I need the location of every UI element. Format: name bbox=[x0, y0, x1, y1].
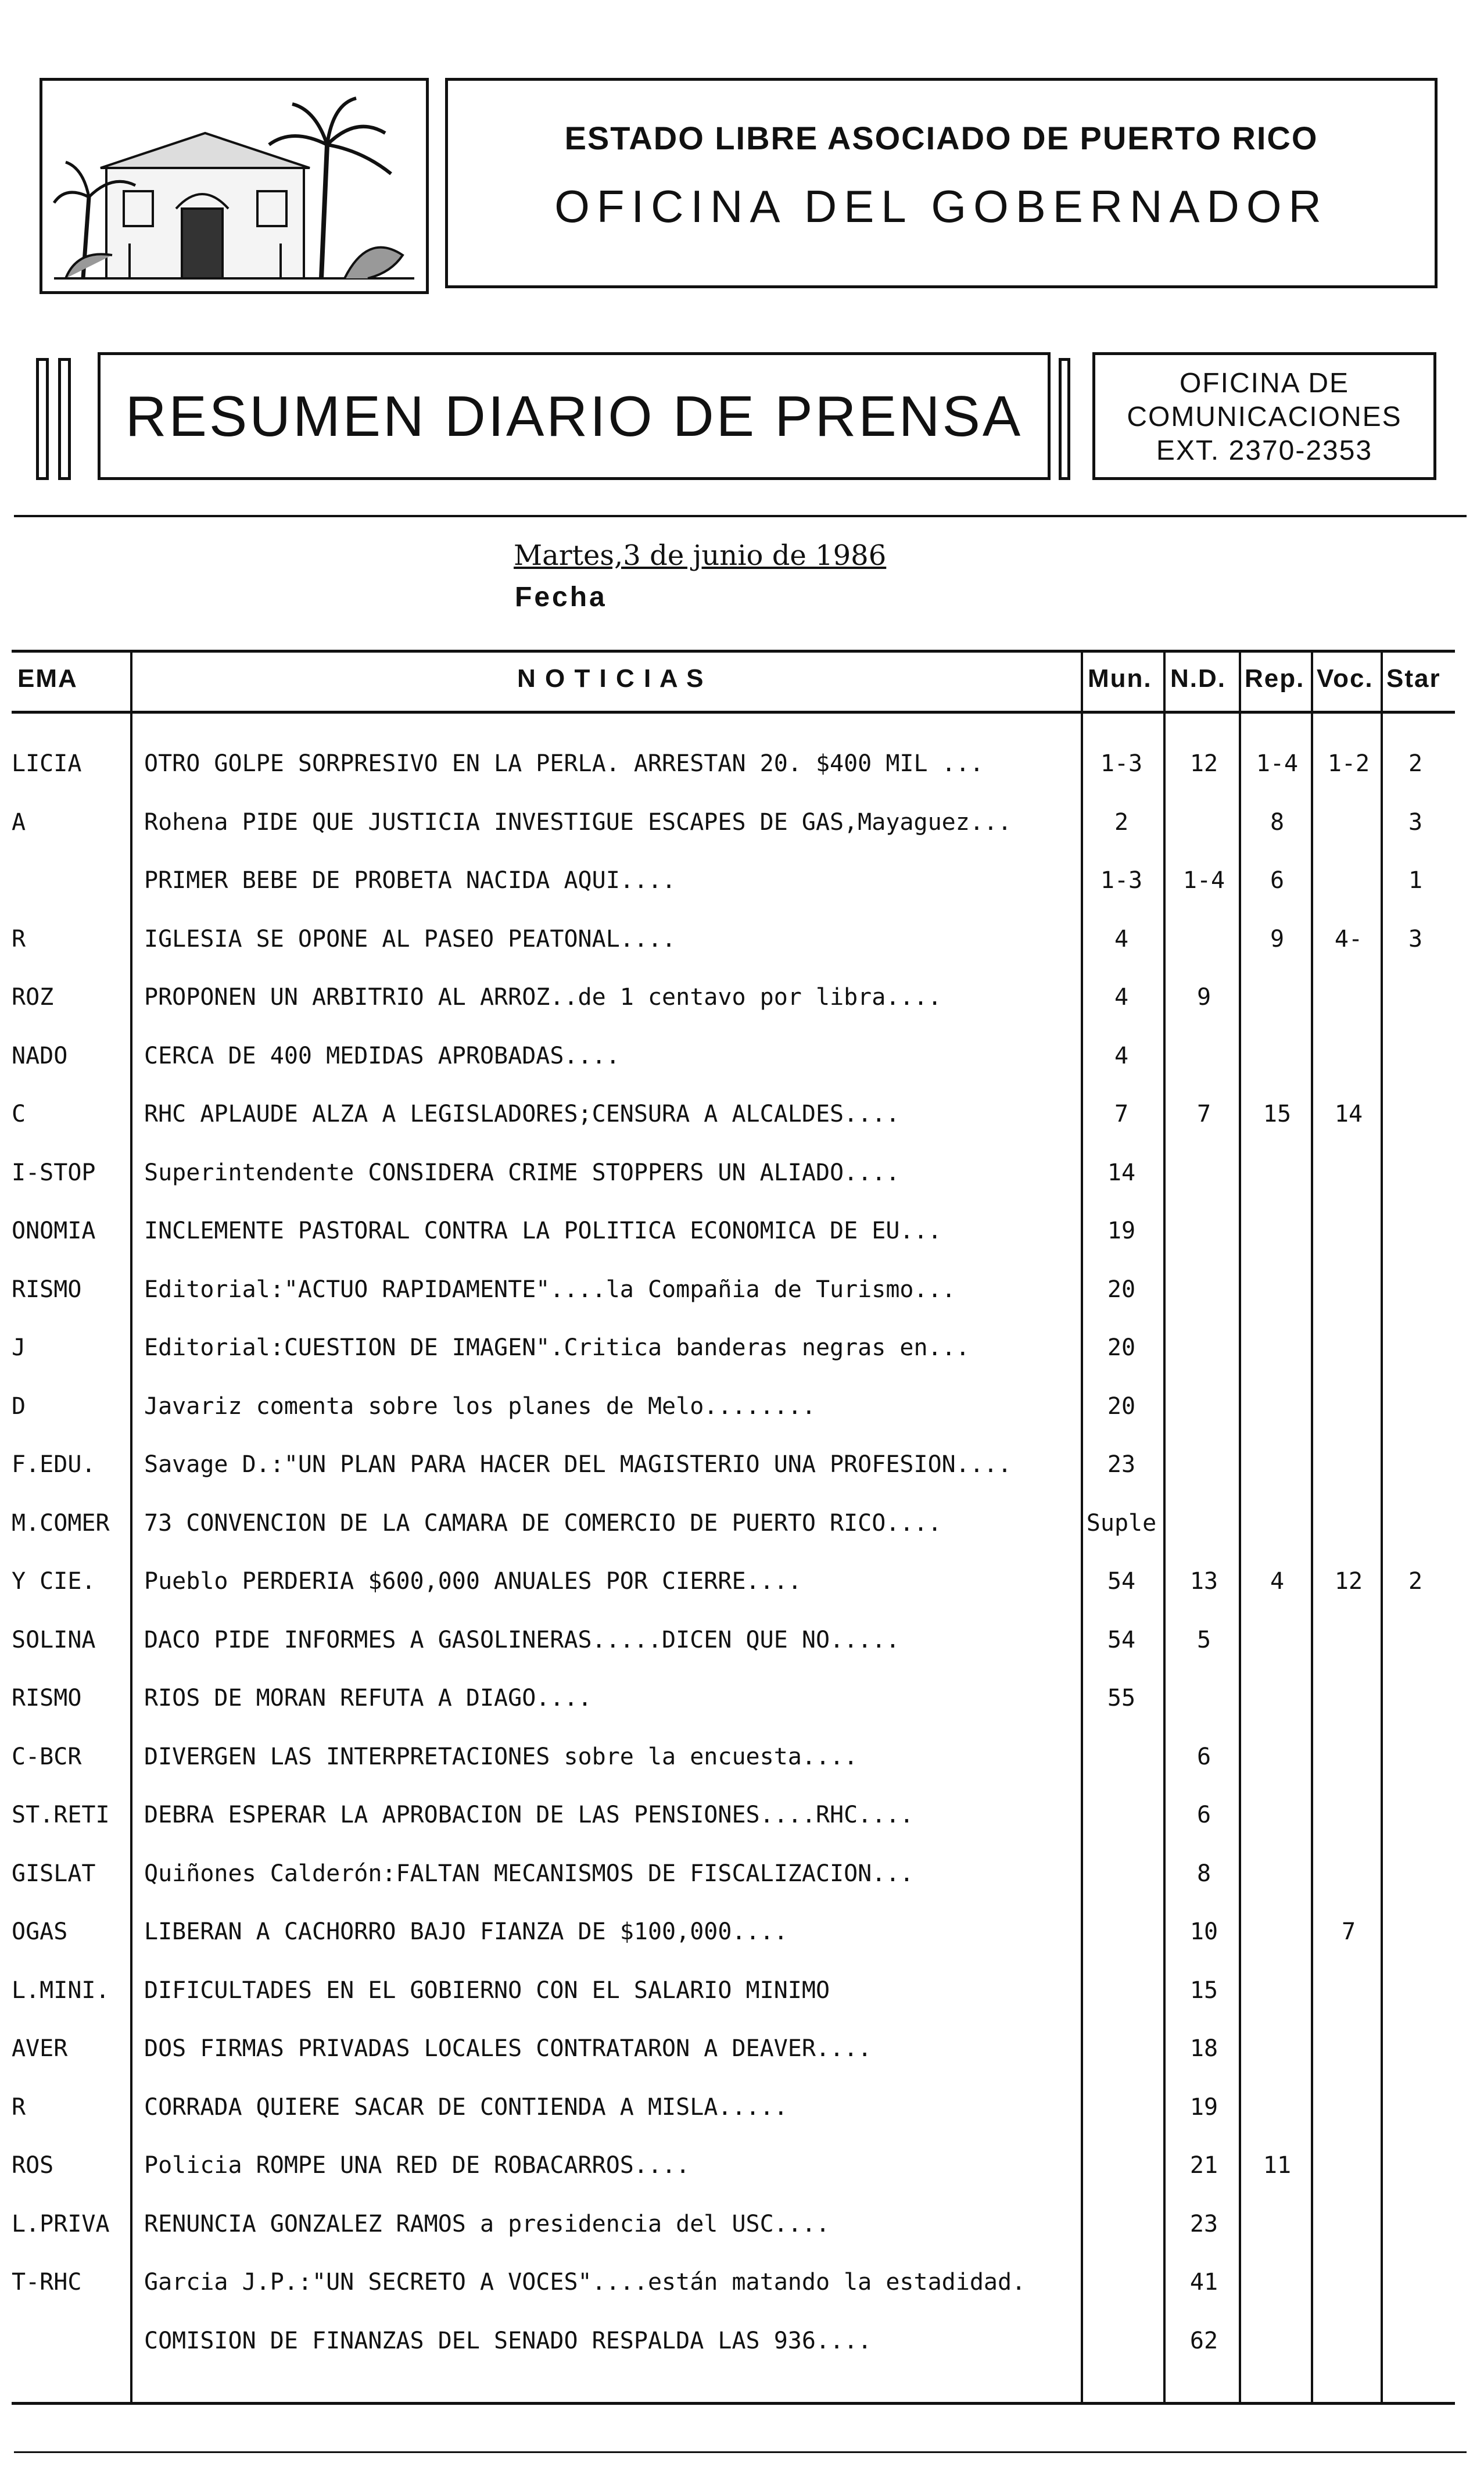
cell-nd: 21 bbox=[1189, 2152, 1218, 2179]
cell-tema: ONOMIA bbox=[12, 1218, 96, 1244]
table-row bbox=[12, 1318, 1455, 1376]
cell-rep: 4 bbox=[1270, 1568, 1285, 1595]
cell-nd: 13 bbox=[1189, 1568, 1218, 1595]
cell-news: PROPONEN UN ARBITRIO AL ARROZ..de 1 centavo por libra.... bbox=[144, 984, 942, 1011]
table-row bbox=[12, 968, 1455, 1026]
cell-tema: J bbox=[12, 1334, 26, 1361]
table-row bbox=[12, 1026, 1455, 1084]
table-row bbox=[12, 1494, 1455, 1552]
cell-news: OTRO GOLPE SORPRESIVO EN LA PERLA. ARRESTAN 20. $400 MIL ... bbox=[144, 750, 984, 777]
table-row bbox=[12, 2311, 1455, 2369]
cell-mun: 20 bbox=[1107, 1392, 1136, 1420]
table-row bbox=[12, 1084, 1455, 1143]
cell-mun: 2 bbox=[1114, 808, 1129, 836]
date-value: Martes,3 de junio de 1986 bbox=[514, 539, 887, 572]
cell-news: IGLESIA SE OPONE AL PASEO PEATONAL.... bbox=[144, 925, 676, 953]
cell-tema: NADO bbox=[12, 1042, 68, 1069]
cell-news: DEBRA ESPERAR LA APROBACION DE LAS PENSIONES....RHC.... bbox=[144, 1802, 914, 1828]
cell-news: CERCA DE 400 MEDIDAS APROBADAS.... bbox=[144, 1042, 620, 1069]
cell-news: LIBERAN A CACHORRO BAJO FIANZA DE $100,000.... bbox=[144, 1918, 788, 1945]
cell-nd: 5 bbox=[1196, 1626, 1211, 1653]
cell-mun: 1-3 bbox=[1100, 867, 1143, 894]
press-summary-table bbox=[12, 650, 1455, 2405]
cell-nd: 10 bbox=[1189, 1918, 1218, 1945]
cell-tema: C bbox=[12, 1101, 26, 1127]
cell-nd: 7 bbox=[1196, 1101, 1211, 1127]
cell-news: Editorial:"ACTUO RAPIDAMENTE"....la Compañia de Turismo... bbox=[144, 1276, 956, 1303]
table-row bbox=[12, 1377, 1455, 1435]
table-row bbox=[12, 851, 1455, 909]
cell-mun: 4 bbox=[1114, 925, 1129, 953]
cell-tema: C-BCR bbox=[12, 1743, 82, 1770]
cell-news: Garcia J.P.:"UN SECRETO A VOCES"....están matando la estadidad. bbox=[144, 2269, 1026, 2296]
cell-mun: Suple bbox=[1086, 1509, 1157, 1537]
cell-nd: 6 bbox=[1196, 1743, 1211, 1770]
header-noticias: N O T I C I A S bbox=[517, 664, 705, 693]
cell-news: PRIMER BEBE DE PROBETA NACIDA AQUI.... bbox=[144, 867, 676, 894]
cell-tema: GISLAT bbox=[12, 1860, 96, 1887]
cell-voc: 4- bbox=[1334, 925, 1363, 953]
header-voc: Voc. bbox=[1317, 664, 1374, 693]
cell-news: Pueblo PERDERIA $600,000 ANUALES POR CIERRE.... bbox=[144, 1568, 802, 1595]
cell-rep: 8 bbox=[1270, 808, 1285, 836]
cell-tema: SOLINA bbox=[12, 1626, 96, 1653]
table-row bbox=[12, 2078, 1455, 2136]
cell-news: INCLEMENTE PASTORAL CONTRA LA POLITICA ECONOMICA DE EU... bbox=[144, 1218, 942, 1244]
cell-tema: A bbox=[12, 808, 26, 836]
cell-mun: 55 bbox=[1107, 1685, 1136, 1711]
decorative-bar bbox=[36, 358, 49, 480]
cell-voc: 7 bbox=[1341, 1918, 1356, 1945]
office-extension: EXT. 2370-2353 bbox=[1156, 435, 1373, 466]
cell-mun: 54 bbox=[1107, 1568, 1136, 1595]
cell-news: 73 CONVENCION DE LA CAMARA DE COMERCIO DE PUERTO RICO.... bbox=[144, 1509, 942, 1537]
header-rule bbox=[12, 711, 1455, 714]
cell-mun: 4 bbox=[1114, 1042, 1129, 1069]
table-row bbox=[12, 910, 1455, 968]
cell-tema: D bbox=[12, 1392, 26, 1420]
table-row bbox=[12, 1260, 1455, 1318]
cell-news: CORRADA QUIERE SACAR DE CONTIENDA A MISLA..... bbox=[144, 2093, 788, 2121]
date-label: Fecha bbox=[515, 582, 607, 613]
cell-news: Quiñones Calderón:FALTAN MECANISMOS DE FISCALIZACION... bbox=[144, 1860, 914, 1887]
cell-mun: 20 bbox=[1107, 1334, 1136, 1361]
cell-news: DIVERGEN LAS INTERPRETACIONES sobre la encuesta.... bbox=[144, 1743, 858, 1770]
cell-tema: R bbox=[12, 2093, 26, 2121]
governor-mansion-illustration bbox=[42, 81, 426, 291]
table-row bbox=[12, 734, 1455, 792]
table-row bbox=[12, 1727, 1455, 1785]
cell-mun: 23 bbox=[1107, 1451, 1136, 1478]
divider bbox=[14, 515, 1467, 517]
cell-tema: RISMO bbox=[12, 1276, 82, 1303]
banner-title: RESUMEN DIARIO DE PRENSA bbox=[125, 384, 1023, 448]
cell-nd: 41 bbox=[1189, 2269, 1218, 2296]
cell-rep: 11 bbox=[1263, 2152, 1292, 2179]
cell-news: Javariz comenta sobre los planes de Melo........ bbox=[144, 1392, 816, 1420]
cell-mun: 1-3 bbox=[1100, 750, 1143, 777]
cell-news: DIFICULTADES EN EL GOBIERNO CON EL SALARIO MINIMO bbox=[144, 1977, 830, 2004]
cell-news: RENUNCIA GONZALEZ RAMOS a presidencia del USC.... bbox=[144, 2210, 830, 2237]
table-row bbox=[12, 1902, 1455, 1960]
table-row bbox=[12, 2136, 1455, 2194]
table-row bbox=[12, 2253, 1455, 2311]
cell-mun: 14 bbox=[1107, 1159, 1136, 1186]
cell-tema: RISMO bbox=[12, 1685, 82, 1711]
header-rep: Rep. bbox=[1245, 664, 1305, 693]
table-row bbox=[12, 1435, 1455, 1493]
header-star: Star bbox=[1386, 664, 1441, 693]
table-row bbox=[12, 1961, 1455, 2019]
cell-mun: 4 bbox=[1114, 984, 1129, 1011]
cell-nd: 9 bbox=[1196, 984, 1211, 1011]
office-line1: OFICINA DE bbox=[1179, 368, 1350, 399]
table-row bbox=[12, 1143, 1455, 1201]
cell-tema: ST.RETI bbox=[12, 1802, 110, 1828]
cell-star: 2 bbox=[1408, 1568, 1423, 1595]
table-row bbox=[12, 793, 1455, 851]
cell-tema: LICIA bbox=[12, 750, 82, 777]
cell-tema: AVER bbox=[12, 2035, 68, 2062]
cell-tema: L.MINI. bbox=[12, 1977, 110, 2004]
header-nd: N.D. bbox=[1170, 664, 1226, 693]
cell-news: RIOS DE MORAN REFUTA A DIAGO.... bbox=[144, 1685, 592, 1711]
cell-news: RHC APLAUDE ALZA A LEGISLADORES;CENSURA A ALCALDES.... bbox=[144, 1101, 900, 1127]
communications-office-box bbox=[1092, 352, 1436, 480]
decorative-bar bbox=[58, 358, 71, 480]
cell-tema: M.COMER bbox=[12, 1509, 110, 1537]
logo-frame bbox=[40, 78, 429, 294]
cell-news: Policia ROMPE UNA RED DE ROBACARROS.... bbox=[144, 2152, 690, 2179]
table-row bbox=[12, 1552, 1455, 1610]
cell-news: DACO PIDE INFORMES A GASOLINERAS.....DICEN QUE NO..... bbox=[144, 1626, 900, 1653]
cell-nd: 6 bbox=[1196, 1802, 1211, 1828]
cell-tema: ROZ bbox=[12, 984, 54, 1011]
header-mun: Mun. bbox=[1088, 664, 1152, 693]
table-row bbox=[12, 2019, 1455, 2077]
cell-tema: F.EDU. bbox=[12, 1451, 96, 1478]
table-row bbox=[12, 1610, 1455, 1668]
cell-rep: 6 bbox=[1270, 867, 1285, 894]
cell-nd: 18 bbox=[1189, 2035, 1218, 2062]
cell-news: Superintendente CONSIDERA CRIME STOPPERS UN ALIADO.... bbox=[144, 1159, 900, 1186]
cell-nd: 19 bbox=[1189, 2093, 1218, 2121]
table-row bbox=[12, 1785, 1455, 1843]
cell-nd: 1-4 bbox=[1182, 867, 1225, 894]
cell-rep: 15 bbox=[1263, 1101, 1292, 1127]
divider bbox=[14, 2451, 1467, 2453]
table-row bbox=[12, 1201, 1455, 1259]
cell-mun: 7 bbox=[1114, 1101, 1129, 1127]
cell-voc: 1-2 bbox=[1327, 750, 1370, 777]
cell-tema: Y CIE. bbox=[12, 1568, 96, 1595]
cell-tema: OGAS bbox=[12, 1918, 68, 1945]
cell-nd: 62 bbox=[1189, 2327, 1218, 2354]
cell-tema: I-STOP bbox=[12, 1159, 96, 1186]
cell-news: Rohena PIDE QUE JUSTICIA INVESTIGUE ESCAPES DE GAS,Mayaguez... bbox=[144, 808, 1012, 836]
cell-nd: 8 bbox=[1196, 1860, 1211, 1887]
cell-news: DOS FIRMAS PRIVADAS LOCALES CONTRATARON A DEAVER.... bbox=[144, 2035, 872, 2062]
decorative-bar bbox=[1059, 358, 1070, 480]
cell-nd: 15 bbox=[1189, 1977, 1218, 2004]
cell-voc: 12 bbox=[1334, 1568, 1363, 1595]
cell-mun: 54 bbox=[1107, 1626, 1136, 1653]
cell-mun: 19 bbox=[1107, 1218, 1136, 1244]
cell-star: 3 bbox=[1408, 925, 1423, 953]
cell-nd: 23 bbox=[1189, 2210, 1218, 2237]
header-tema: EMA bbox=[17, 664, 78, 693]
cell-star: 3 bbox=[1408, 808, 1423, 836]
cell-star: 2 bbox=[1408, 750, 1423, 777]
cell-mun: 20 bbox=[1107, 1276, 1136, 1303]
cell-star: 1 bbox=[1408, 867, 1423, 894]
cell-tema: L.PRIVA bbox=[12, 2210, 110, 2237]
cell-rep: 9 bbox=[1270, 925, 1285, 953]
table-row bbox=[12, 1668, 1455, 1727]
cell-tema: ROS bbox=[12, 2152, 54, 2179]
cell-tema: T-RHC bbox=[12, 2269, 82, 2296]
cell-news: COMISION DE FINANZAS DEL SENADO RESPALDA LAS 936.... bbox=[144, 2327, 872, 2354]
cell-voc: 14 bbox=[1334, 1101, 1363, 1127]
cell-news: Savage D.:"UN PLAN PARA HACER DEL MAGISTERIO UNA PROFESION.... bbox=[144, 1451, 1012, 1478]
header-office-title: OFICINA DEL GOBERNADOR bbox=[554, 181, 1328, 232]
cell-nd: 12 bbox=[1189, 750, 1218, 777]
office-line2: COMUNICACIONES bbox=[1127, 402, 1402, 432]
cell-news: Editorial:CUESTION DE IMAGEN".Critica banderas negras en... bbox=[144, 1334, 970, 1361]
header-commonwealth-title: ESTADO LIBRE ASOCIADO DE PUERTO RICO bbox=[564, 120, 1318, 156]
table-row bbox=[12, 1844, 1455, 1902]
cell-rep: 1-4 bbox=[1256, 750, 1299, 777]
cell-tema: R bbox=[12, 925, 26, 953]
table-row bbox=[12, 2194, 1455, 2253]
